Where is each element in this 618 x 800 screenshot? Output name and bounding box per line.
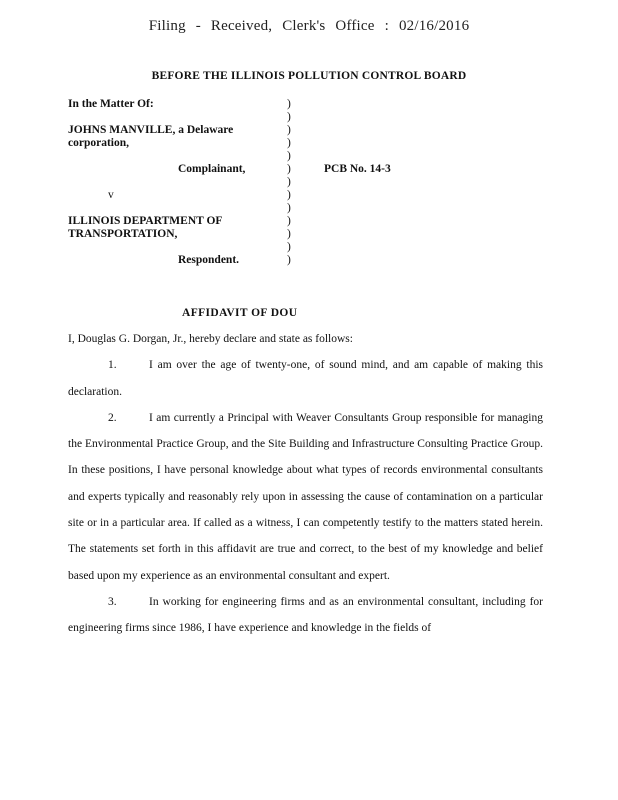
- intro-statement: I, Douglas G. Dorgan, Jr., hereby declare and state as follows:: [68, 333, 353, 345]
- caption-paren: ): [287, 202, 291, 214]
- numbered-paragraph: [68, 405, 543, 589]
- caption-party: JOHNS MANVILLE, a Delaware: [68, 124, 234, 136]
- caption-party: TRANSPORTATION,: [68, 228, 178, 240]
- caption-party: Complainant,: [178, 163, 246, 175]
- caption-party: Respondent.: [178, 254, 240, 266]
- caption-row: [68, 150, 568, 163]
- case-number: PCB No. 14-3: [324, 163, 391, 175]
- caption-row: [68, 124, 568, 137]
- caption-row: [68, 111, 568, 124]
- caption-paren: ): [287, 111, 291, 123]
- header-word: Clerk's: [282, 18, 326, 34]
- affidavit-title: AFFIDAVIT OF DOU: [182, 307, 298, 319]
- caption-row: [68, 176, 568, 189]
- header-word: -: [195, 18, 201, 34]
- caption-row: [68, 137, 568, 150]
- caption-row: [68, 189, 568, 202]
- paragraph-text: I am currently a Principal with Weaver Consultants Group responsible for managing the Environmental Practice Group, and the Site Building and Infrastructure Consulting Practice Group. In these positions, I have personal knowledge about what types of records environmental consultants and experts typically and reasonably rely upon in assessing the cause of contamination on a particular site or in a particular area. If called as a witness, I can competently testify to the matters stated herein. The statements set forth in this affidavit are true and correct, to the best of my knowledge and belief based upon my experience as an environmental consultant and expert.: [68, 411, 543, 582]
- caption-party: In the Matter Of:: [68, 98, 154, 110]
- affidavit-body: [68, 326, 543, 642]
- caption-row: [68, 254, 568, 267]
- caption-paren: ): [287, 189, 291, 201]
- caption-paren: ): [287, 215, 291, 227]
- header-word: Filing: [148, 18, 186, 34]
- header-word: Received,: [210, 18, 273, 34]
- caption-paren: ): [287, 176, 291, 188]
- caption-paren: ): [287, 163, 291, 175]
- paragraph-list: [68, 352, 543, 641]
- paragraph-text: In working for engineering firms and as an environmental consultant, including for engineering firms since 1986, I have experience and knowledge in the fields of: [68, 595, 543, 635]
- caption-party: v: [108, 189, 114, 201]
- case-caption: [68, 98, 568, 267]
- paragraph-number: 1.: [108, 359, 117, 372]
- paragraph-number: 2.: [108, 411, 117, 424]
- paragraph-text: I am over the age of twenty-one, of sound mind, and am capable of making this declaration.: [68, 359, 543, 398]
- caption-paren: ): [287, 150, 291, 162]
- caption-row: [68, 163, 568, 176]
- numbered-paragraph: [68, 589, 543, 642]
- caption-paren: ): [287, 228, 291, 240]
- caption-paren: ): [287, 254, 291, 266]
- caption-row: [68, 241, 568, 254]
- header-word: :: [384, 18, 389, 34]
- caption-row: [68, 98, 568, 111]
- caption-row: [68, 228, 568, 241]
- caption-paren: ): [287, 241, 291, 253]
- header-date: 02/16/2016: [398, 18, 470, 34]
- caption-party: corporation,: [68, 137, 130, 149]
- filing-header: [0, 18, 618, 35]
- caption-row: [68, 202, 568, 215]
- caption-row: [68, 215, 568, 228]
- paragraph-number: 3.: [108, 595, 117, 608]
- numbered-paragraph: [68, 352, 543, 405]
- caption-paren: ): [287, 124, 291, 136]
- board-title: BEFORE THE ILLINOIS POLLUTION CONTROL BOARD: [151, 70, 467, 82]
- caption-party: ILLINOIS DEPARTMENT OF: [68, 215, 223, 227]
- caption-paren: ): [287, 98, 291, 110]
- caption-paren: ): [287, 137, 291, 149]
- header-word: Office: [335, 18, 375, 34]
